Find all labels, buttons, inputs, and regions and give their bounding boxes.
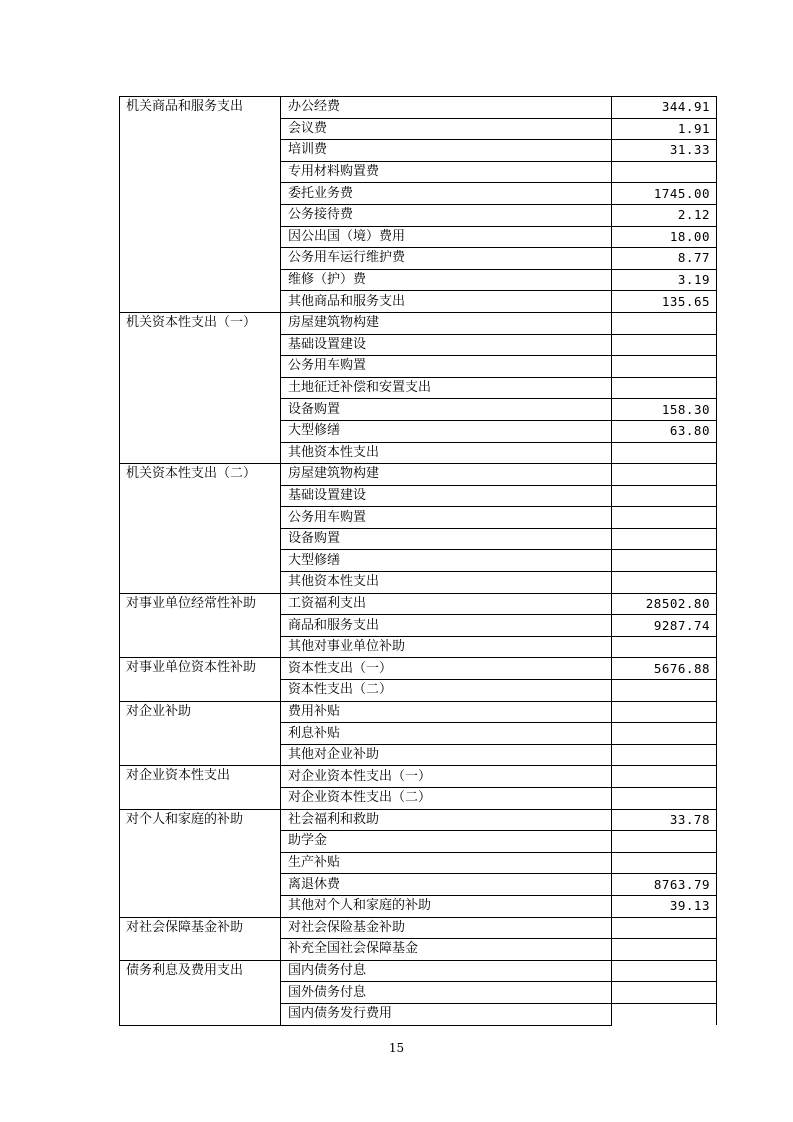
- item-name-cell: 费用补贴: [281, 701, 612, 723]
- item-value-cell: 1.91: [612, 118, 717, 140]
- item-value-cell: [612, 982, 717, 1004]
- item-name-cell: 其他对事业单位补助: [281, 636, 612, 658]
- item-name-cell: 公务用车购置: [281, 507, 612, 529]
- item-value-cell: 2.12: [612, 204, 717, 226]
- item-name-cell: 办公经费: [281, 97, 612, 119]
- item-name-cell: 专用材料购置费: [281, 161, 612, 183]
- item-name-cell: 其他对企业补助: [281, 744, 612, 766]
- item-value-cell: [612, 1003, 717, 1025]
- item-value-cell: 158.30: [612, 399, 717, 421]
- item-value-cell: [612, 356, 717, 378]
- category-cell: 机关资本性支出（二）: [120, 464, 281, 594]
- item-name-cell: 维修（护）费: [281, 269, 612, 291]
- item-name-cell: 利息补贴: [281, 723, 612, 745]
- category-cell: 对事业单位资本性补助: [120, 658, 281, 701]
- item-name-cell: 设备购置: [281, 399, 612, 421]
- item-value-cell: 9287.74: [612, 615, 717, 637]
- item-name-cell: 大型修缮: [281, 420, 612, 442]
- item-value-cell: [612, 377, 717, 399]
- item-value-cell: [612, 312, 717, 334]
- item-value-cell: [612, 572, 717, 594]
- item-value-cell: [612, 960, 717, 982]
- item-value-cell: [612, 680, 717, 702]
- item-value-cell: 31.33: [612, 140, 717, 162]
- item-name-cell: 国外债务付息: [281, 982, 612, 1004]
- item-value-cell: [612, 766, 717, 788]
- item-name-cell: 大型修缮: [281, 550, 612, 572]
- item-name-cell: 工资福利支出: [281, 593, 612, 615]
- item-value-cell: [612, 636, 717, 658]
- table-row: [120, 658, 717, 680]
- item-value-cell: 33.78: [612, 809, 717, 831]
- table-row: [120, 960, 717, 982]
- item-value-cell: 39.13: [612, 895, 717, 917]
- item-value-cell: [612, 744, 717, 766]
- item-name-cell: 对企业资本性支出（二）: [281, 788, 612, 810]
- item-name-cell: 其他商品和服务支出: [281, 291, 612, 313]
- category-cell: 对企业资本性支出: [120, 766, 281, 809]
- expenditure-table-body: [120, 97, 717, 1026]
- item-value-cell: 1745.00: [612, 183, 717, 205]
- item-name-cell: 设备购置: [281, 528, 612, 550]
- item-name-cell: 房屋建筑物构建: [281, 312, 612, 334]
- item-value-cell: [612, 701, 717, 723]
- item-value-cell: [612, 528, 717, 550]
- item-name-cell: 公务用车购置: [281, 356, 612, 378]
- item-value-cell: [612, 852, 717, 874]
- table-row: [120, 97, 717, 119]
- item-name-cell: 其他对个人和家庭的补助: [281, 895, 612, 917]
- item-value-cell: [612, 507, 717, 529]
- category-cell: 对个人和家庭的补助: [120, 809, 281, 917]
- category-cell: 机关资本性支出（一）: [120, 312, 281, 463]
- item-name-cell: 国内债务付息: [281, 960, 612, 982]
- item-name-cell: 商品和服务支出: [281, 615, 612, 637]
- table-row: [120, 809, 717, 831]
- item-name-cell: 基础设置建设: [281, 334, 612, 356]
- table-row: [120, 917, 717, 939]
- category-cell: 对企业补助: [120, 701, 281, 766]
- item-value-cell: 5676.88: [612, 658, 717, 680]
- table-row: [120, 701, 717, 723]
- item-value-cell: [612, 788, 717, 810]
- item-name-cell: 助学金: [281, 831, 612, 853]
- item-value-cell: 8763.79: [612, 874, 717, 896]
- item-name-cell: 社会福利和救助: [281, 809, 612, 831]
- item-name-cell: 国内债务发行费用: [281, 1003, 612, 1025]
- item-name-cell: 基础设置建设: [281, 485, 612, 507]
- item-value-cell: [612, 334, 717, 356]
- item-value-cell: 8.77: [612, 248, 717, 270]
- item-value-cell: 344.91: [612, 97, 717, 119]
- item-value-cell: [612, 831, 717, 853]
- item-name-cell: 培训费: [281, 140, 612, 162]
- item-name-cell: 其他资本性支出: [281, 572, 612, 594]
- item-name-cell: 对社会保险基金补助: [281, 917, 612, 939]
- expenditure-table: [119, 96, 717, 1026]
- category-cell: 对事业单位经常性补助: [120, 593, 281, 658]
- item-value-cell: 3.19: [612, 269, 717, 291]
- item-name-cell: 因公出国（境）费用: [281, 226, 612, 248]
- item-value-cell: [612, 485, 717, 507]
- category-cell: 债务利息及费用支出: [120, 960, 281, 1025]
- table-row: [120, 464, 717, 486]
- page-number: 15: [388, 1041, 405, 1055]
- item-value-cell: 135.65: [612, 291, 717, 313]
- item-name-cell: 公务用车运行维护费: [281, 248, 612, 270]
- category-cell: 机关商品和服务支出: [120, 97, 281, 313]
- item-value-cell: [612, 464, 717, 486]
- item-value-cell: 18.00: [612, 226, 717, 248]
- item-value-cell: [612, 917, 717, 939]
- table-row: [120, 766, 717, 788]
- item-value-cell: 63.80: [612, 420, 717, 442]
- item-name-cell: 委托业务费: [281, 183, 612, 205]
- item-name-cell: 生产补贴: [281, 852, 612, 874]
- item-value-cell: [612, 442, 717, 464]
- item-name-cell: 会议费: [281, 118, 612, 140]
- item-name-cell: 资本性支出（二）: [281, 680, 612, 702]
- table-row: [120, 312, 717, 334]
- table-row: [120, 593, 717, 615]
- item-value-cell: 28502.80: [612, 593, 717, 615]
- item-name-cell: 补充全国社会保障基金: [281, 939, 612, 961]
- category-cell: 对社会保障基金补助: [120, 917, 281, 960]
- item-name-cell: 资本性支出（一）: [281, 658, 612, 680]
- item-name-cell: 其他资本性支出: [281, 442, 612, 464]
- item-name-cell: 房屋建筑物构建: [281, 464, 612, 486]
- item-name-cell: 离退休费: [281, 874, 612, 896]
- item-value-cell: [612, 939, 717, 961]
- item-name-cell: 土地征迁补偿和安置支出: [281, 377, 612, 399]
- item-name-cell: 对企业资本性支出（一）: [281, 766, 612, 788]
- item-name-cell: 公务接待费: [281, 204, 612, 226]
- item-value-cell: [612, 550, 717, 572]
- item-value-cell: [612, 723, 717, 745]
- item-value-cell: [612, 161, 717, 183]
